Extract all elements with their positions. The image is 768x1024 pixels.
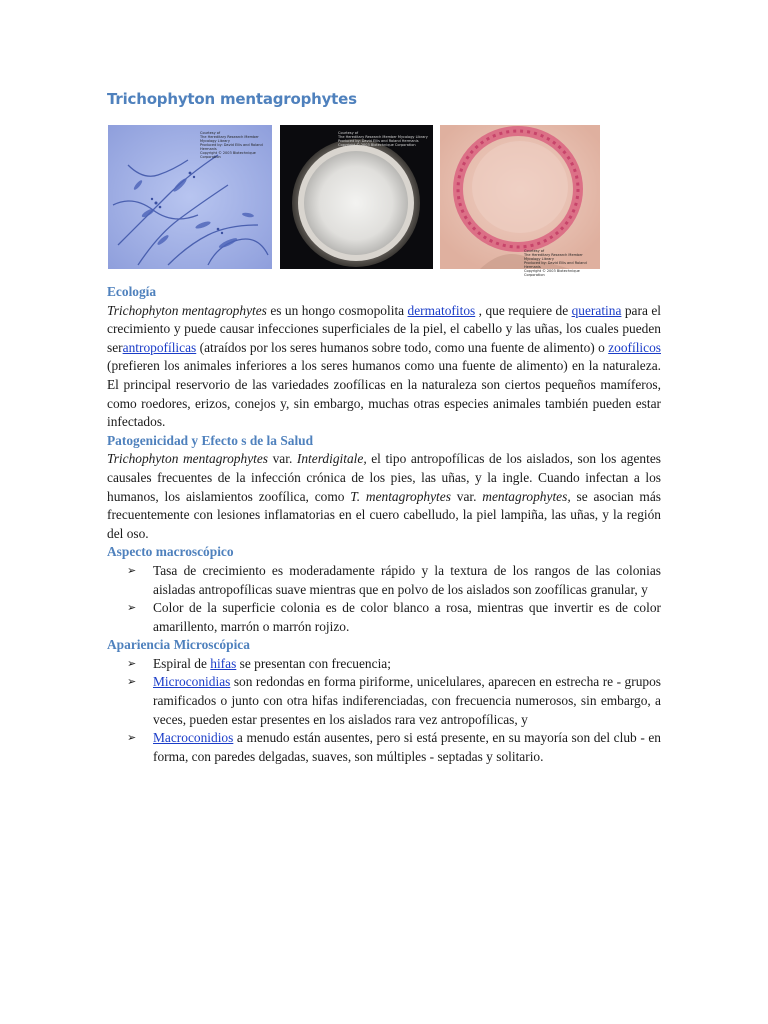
list-item-text: Tasa de crecimiento es moderadamente rápido y la textura de los rangos de las colonias aisladas antropofílicas suave mientras que en polvo de los aislados son zoofílicas granular, y [153, 562, 661, 597]
link-microconidias[interactable]: Microconidias [153, 674, 231, 690]
text-span: a menudo están ausentes, pero si está presente, en su mayoría son del club - en forma, con paredes delgadas, suaves, son múltiples - septadas y solitario. [153, 730, 661, 764]
variety-name: Interdigitale, [296, 451, 367, 467]
arrow-bullet-icon: ➢ [127, 564, 137, 577]
microscopic-list [107, 655, 661, 767]
link-antropofilicas[interactable]: antropofílicas [122, 339, 197, 355]
section-heading-microscopica: Apariencia Microscópica [107, 637, 250, 653]
section-heading-ecologia: Ecología [107, 284, 157, 299]
species-name: Trichophyton mentagrophytes [107, 302, 267, 318]
list-item [107, 655, 661, 674]
list-item [107, 673, 661, 729]
culture-plate-image [280, 125, 433, 269]
arrow-bullet-icon: ➢ [127, 657, 137, 670]
arrow-bullet-icon: ➢ [127, 602, 137, 615]
paragraph-patogenicidad [107, 450, 661, 543]
text-span: es un hongo cosmopolita [266, 302, 408, 318]
lesion-illustration [440, 125, 600, 269]
species-name: Trichophyton mentagrophytes [107, 451, 269, 467]
text-span: (atraídos por los seres humanos sobre todo, como una fuente de alimento) o [196, 339, 609, 355]
paragraph-ecologia [107, 302, 661, 432]
macroscopic-list [107, 562, 661, 636]
variety-name: mentagrophytes, [482, 488, 571, 504]
link-zoofilicos[interactable]: zoofílicos [608, 339, 661, 355]
text-span: se presentan con frecuencia; [236, 655, 391, 671]
text-span: var. [450, 488, 483, 504]
skin-lesion-image [440, 125, 600, 277]
image-credit: Courtesy of The Hereditary Research Member Mycology Library Produced by: David Ellis and Roland Hermanis Copyright © 2003 Biotechnique Corporation [338, 131, 428, 147]
text-span: Espiral de [153, 655, 211, 671]
arrow-bullet-icon: ➢ [127, 732, 137, 745]
text-span: el tipo antropofílicas de los aislados, son los agentes causales frecuentes de la infección crónica de los pies, las uñas, y la ingle. Cuando infectan a los humanos, los aislamientos zoofílica, como [107, 451, 661, 504]
list-item [107, 729, 661, 766]
microscopy-image [108, 125, 272, 269]
link-queratina[interactable]: queratina [571, 302, 622, 318]
arrow-bullet-icon: ➢ [127, 676, 137, 689]
list-item [107, 562, 661, 599]
list-item-text: Color de la superficie colonia es de color blanco a rosa, mientras que invertir es de color amarillento, marrón o marrón rojizo. [153, 600, 661, 634]
text-span: (prefieren los animales inferiores a los seres humanos como una fuente de alimento) en la naturaleza. El principal reservorio de las variedades zoofílicas en la naturaleza son ciertos pequeños mamíferos, como roedores, erizos, conejos y, sin embargo, muchas otras especies animales también pueden estar infectados. [107, 358, 661, 430]
section-heading-patogenicidad: Patogenicidad y Efecto s de la Salud [107, 432, 314, 448]
image-credit: Courtesy of The Hereditary Research Member Mycology Library Produced by: David Ellis and Roland Hermanis Copyright © 2003 Biotechnique Corporation [200, 131, 263, 159]
link-dermatofitos[interactable]: dermatofitos [407, 302, 476, 318]
text-span: se asocian más frecuentemente con lesiones inflamatorias en el cuero cabelludo, la piel lampiña, las uñas, y la región del oso. [107, 488, 661, 541]
text-span: var. [268, 451, 297, 467]
text-span: son redondas en forma piriforme, unicelulares, aparecen en estrecha re - grupos ramificados o junto con otra hifas indiferenciadas, con frecuencia numerosos, sin embargo, a veces, pueden estar presentes en los aislados rara vez antropofílicas, y [153, 674, 661, 727]
link-macroconidios[interactable]: Macroconidios [153, 730, 234, 746]
link-hifas[interactable]: hifas [210, 655, 237, 671]
species-name: T. mentagrophytes [350, 488, 451, 504]
document-body [107, 283, 661, 766]
page-title: Trichophyton mentagrophytes [107, 90, 357, 108]
image-credit: Courtesy of The Hereditary Research Member Mycology Library Produced by: David Ellis and Roland Hermanis Copyright © 2003 Biotechnique Corporation [524, 249, 587, 277]
text-span: , que requiere de [475, 302, 572, 318]
text-span: para el crecimiento y puede causar infecciones superficiales de la piel, el cabello y las uñas, los cuales pueden ser [107, 302, 661, 355]
section-heading-macroscopico: Aspecto macroscópico [107, 544, 234, 560]
list-item [107, 599, 661, 636]
